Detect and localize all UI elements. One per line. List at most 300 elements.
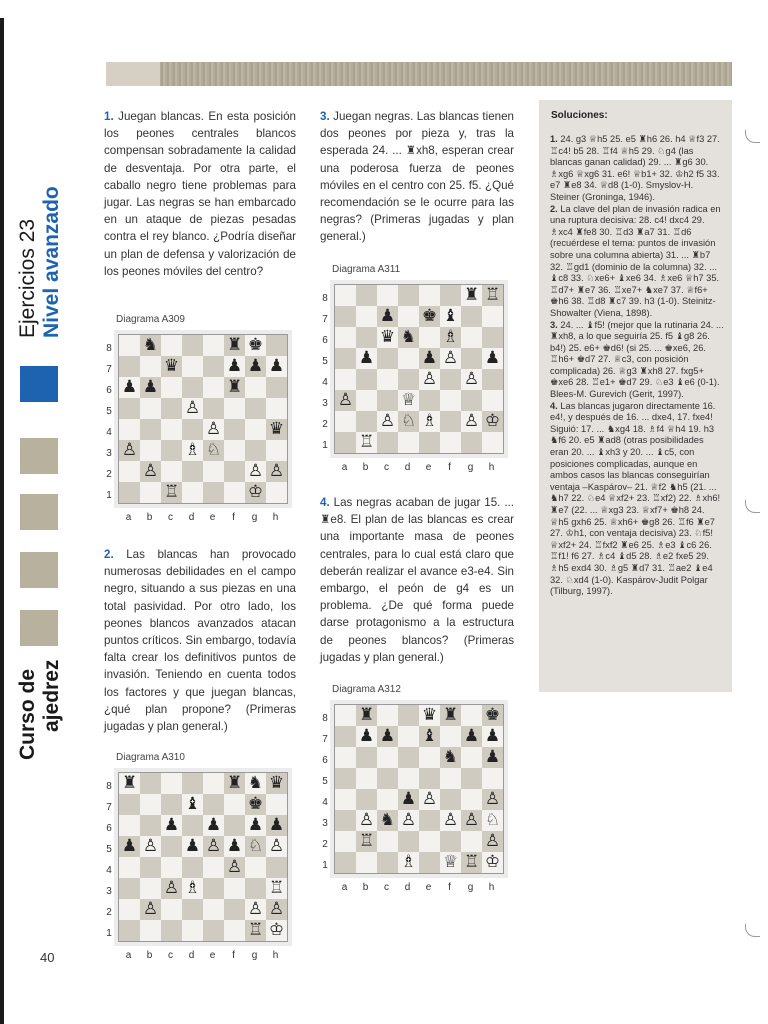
board-square: ♙ (119, 440, 140, 461)
board-square (335, 831, 356, 852)
board-rank-label: 1 (106, 490, 112, 501)
board-square: ♘ (245, 836, 266, 857)
board-square (161, 335, 182, 356)
board-rank-label: 7 (322, 734, 328, 745)
board-square (203, 482, 224, 503)
board-rank-label: 7 (106, 364, 112, 375)
board-square: ♟ (461, 726, 482, 747)
solution-text: 24. g3 ♕h5 25. e5 ♜h6 26. h4 ♕f3 27. ♖c4! b5 28. ♖f4 ♕h5 29. ♘g4 (las blancas ganan calidad) 29. ... ♜g6 30. ♗xg6 ♕xg6 31. e6! ♕b1+ 32. ♔h2 f5 33. e7 ♜e8 34. ♕d8 (1-0). Smyslov-H. Steiner (Groninga, 1946). (550, 134, 720, 202)
board-square: ♖ (245, 920, 266, 941)
board-square (461, 705, 482, 726)
board-file-label: h (488, 882, 495, 893)
board-rank-labels (104, 776, 114, 944)
board-square: ♟ (182, 836, 203, 857)
board-square (119, 461, 140, 482)
board-square: ♜ (224, 377, 245, 398)
board-square (398, 768, 419, 789)
board-square (224, 398, 245, 419)
exercise-2 (104, 546, 296, 735)
solution-text: La clave del plan de invasión radica en una ruptura decisiva: 28. c4! dxc4 29. ♗xc4 ♜fe8 30. ♖d3 ♜a7 31. ♖d6 (recuérdese el tema: puntos de invasión sobre una columna abierta) 31. ... ♜b7 32. ♖gd1 (dominio de la columna) 32. ... ♝c8 33. ♘xe6+ ♝xe6 34. ♗xe6 ♕h7 35. ♖d7+ ♜e7 36. ♖xe7+ ♞xe7 37. ♕f6+ ♚h6 38. ♖d8 ♜c7 39. h3 (1-0). Steinitz-Showalter (Viena, 1898). (550, 203, 721, 318)
board-square: ♟ (482, 726, 503, 747)
board-file-label: c (384, 882, 389, 893)
board-square: ♛ (266, 419, 287, 440)
board-square (461, 768, 482, 789)
board-square: ♙ (224, 857, 245, 878)
board-file-label: e (425, 882, 432, 893)
board-square (398, 831, 419, 852)
board-square (440, 768, 461, 789)
board-square (140, 773, 161, 794)
board-square: ♘ (398, 411, 419, 432)
board-square (203, 398, 224, 419)
board-square: ♟ (266, 356, 287, 377)
solution-number: 1. (550, 134, 558, 144)
board-square: ♟ (140, 377, 161, 398)
solution-text: Las blancas jugaron directamente 16. e4!, y después de 16. ... dxe4, 17. fxe4! Siguió: 17. ... ♞xg4 18. ♗f4 ♕h4 19. h3 ♞f6 20. e5 ♜ad8 (otras posibilidades eran 20. ... ♝xh3 y 20. ... ♝c5, con posiciones complicadas, aunque en ambos casos las blancas conseguirían ventaja –Kaspárov– 21. ♕f2 ♞h5 (21. ... ♞h7 22. ♘e4 ♕xf2+ 23. ♖xf2) 22. ♗xh6! ♜e7 (22. ... ♕xg3 23. ♕xf7+ ♚h8 24. ♕h5 gxh6 25. ♕xh6+ ♚g8 26. ♖f6 ♜e7 27. ♔h1, con ventaja decisiva) 23. ♘f5! ♕xf2+ 24. ♖fxf2 ♜e6 25. ♗e3 ♝c6 26. ♖f1! f6 27. ♗c4 ♝d5 28. ♗e2 fxe5 29. ♗h5 exd4 30. ♗g5 ♜d7 31. ♖ae2 ♝e4 32. ♘xd4 (1-0). Kaspárov-Judit Polgar (Tilburg, 1997). (550, 400, 721, 597)
board-square (119, 899, 140, 920)
board-file-label: a (125, 512, 132, 523)
exercise-text: Las blancas han provocado numerosas debilidades en el campo negro, situando a sus piezas en una total pasividad. Por otro lado, los peones blancos avanzados atacan puntos críticos. Sin embargo, todavía falta crear los definitivos puntos de invasión. Teniendo en cuenta todos los factores y que juegan blancas, ¿qué plan propone? (Primeras jugadas y plan general.) (104, 548, 296, 734)
board-square: ♙ (335, 390, 356, 411)
board-square (482, 306, 503, 327)
solutions-panel (539, 100, 732, 692)
board-square: ♖ (461, 852, 482, 873)
board-file-label: c (168, 950, 173, 961)
board-square: ♟ (356, 348, 377, 369)
board-square: ♜ (119, 773, 140, 794)
sidebar-title-line1: Ejercicios 23 (16, 218, 39, 338)
board-square: ♟ (224, 836, 245, 857)
header-band-light (106, 62, 160, 86)
board-file-label: b (146, 512, 153, 523)
board-square: ♜ (224, 335, 245, 356)
board-square (461, 327, 482, 348)
board-square (461, 348, 482, 369)
board-file-label: g (251, 950, 258, 961)
board-square (224, 794, 245, 815)
board-square: ♙ (482, 789, 503, 810)
header-band (106, 62, 732, 86)
board-square (482, 327, 503, 348)
exercise-text: Juegan blancas. En esta posición los peones centrales blancos compensan sobradamente la calidad de desventaja. Por otra parte, el caballo negro tiene problemas para jugar. Las negras se han embarcado en un ataque de piezas pesadas contra el rey blanco. ¿Podría diseñar un plan de defensa y valorización de los peones móviles del centro? (104, 110, 296, 278)
board-square (266, 857, 287, 878)
board-square (356, 327, 377, 348)
board-rank-label: 2 (322, 419, 328, 430)
board-square: ♚ (419, 306, 440, 327)
board-square (482, 390, 503, 411)
board-square (140, 356, 161, 377)
board-square (266, 377, 287, 398)
board-square (224, 419, 245, 440)
board-rank-label: 1 (322, 860, 328, 871)
sidebar-block-gray (20, 438, 58, 474)
board-square (419, 810, 440, 831)
exercise-number: 3. (320, 110, 330, 123)
board-square (398, 705, 419, 726)
board-file-label: f (448, 882, 451, 893)
board-square (419, 852, 440, 873)
board-square: ♛ (266, 773, 287, 794)
sidebar-course-line2: ajedrez (40, 659, 63, 732)
diagram-label-a310: Diagrama A310 (116, 752, 185, 763)
board-rank-label: 1 (322, 440, 328, 451)
board-square: ♔ (482, 852, 503, 873)
board-square (335, 810, 356, 831)
board-grid (118, 772, 288, 942)
board-square (335, 306, 356, 327)
board-file-labels (334, 882, 502, 893)
binder-hook-mark (745, 500, 760, 513)
board-square: ♟ (245, 356, 266, 377)
board-square: ♙ (440, 348, 461, 369)
board-square (161, 857, 182, 878)
board-square (203, 920, 224, 941)
solution-entry (550, 134, 724, 204)
sidebar-course-line1: Curso de (16, 668, 39, 760)
board-square (356, 747, 377, 768)
board-square: ♟ (377, 726, 398, 747)
board-grid (334, 704, 504, 874)
board-square (398, 747, 419, 768)
diagram-label-a312: Diagrama A312 (332, 684, 401, 695)
board-square (335, 432, 356, 453)
board-square: ♝ (182, 794, 203, 815)
board-square (419, 768, 440, 789)
board-square (203, 461, 224, 482)
board-square: ♗ (182, 440, 203, 461)
board-square (245, 419, 266, 440)
board-square: ♗ (419, 411, 440, 432)
solution-entry (550, 401, 724, 598)
board-square (335, 285, 356, 306)
board-square (356, 306, 377, 327)
board-square (119, 878, 140, 899)
board-square (335, 348, 356, 369)
board-square (140, 920, 161, 941)
board-square: ♙ (161, 878, 182, 899)
board-square: ♘ (203, 440, 224, 461)
board-square: ♙ (419, 369, 440, 390)
board-square (140, 815, 161, 836)
board-file-label: f (448, 462, 451, 473)
board-square: ♙ (461, 411, 482, 432)
board-square (203, 356, 224, 377)
board-file-label: g (251, 512, 258, 523)
board-square: ♛ (419, 705, 440, 726)
board-square (119, 920, 140, 941)
board-file-label: f (232, 950, 235, 961)
board-grid (118, 334, 288, 504)
board-square (356, 789, 377, 810)
board-square: ♗ (398, 852, 419, 873)
board-square: ♙ (356, 810, 377, 831)
board-file-label: g (467, 462, 474, 473)
board-square (119, 335, 140, 356)
board-rank-label: 2 (106, 469, 112, 480)
sidebar-title-line2: Nivel avanzado (40, 186, 63, 338)
board-square (377, 705, 398, 726)
board-square (266, 398, 287, 419)
board-file-label: f (232, 512, 235, 523)
board-square (140, 398, 161, 419)
board-square (461, 432, 482, 453)
board-square (203, 377, 224, 398)
board-square (140, 440, 161, 461)
board-square (461, 831, 482, 852)
board-square (440, 726, 461, 747)
board-square (377, 831, 398, 852)
board-square: ♔ (266, 920, 287, 941)
board-square (335, 726, 356, 747)
board-square (377, 390, 398, 411)
exercise-1 (104, 108, 296, 280)
binder-hook-mark (745, 924, 760, 937)
board-square: ♟ (482, 348, 503, 369)
board-square (182, 899, 203, 920)
board-square: ♜ (440, 705, 461, 726)
board-file-label: e (425, 462, 432, 473)
board-file-label: d (404, 882, 411, 893)
board-square: ♙ (419, 789, 440, 810)
board-square (335, 369, 356, 390)
board-square (482, 768, 503, 789)
board-square: ♟ (245, 815, 266, 836)
board-square (419, 285, 440, 306)
board-square (182, 920, 203, 941)
board-square: ♟ (356, 726, 377, 747)
solution-number: 3. (550, 319, 558, 330)
board-square (356, 852, 377, 873)
board-square (377, 348, 398, 369)
board-square: ♙ (140, 836, 161, 857)
board-rank-label: 5 (106, 406, 112, 417)
board-file-labels (118, 512, 286, 523)
board-square (377, 768, 398, 789)
sidebar-block-blue (20, 366, 58, 402)
board-rank-label: 3 (322, 818, 328, 829)
board-square: ♟ (119, 836, 140, 857)
solutions-body (550, 134, 724, 598)
board-square: ♚ (245, 794, 266, 815)
board-square: ♖ (161, 482, 182, 503)
board-square (161, 461, 182, 482)
board-square (182, 773, 203, 794)
board-square: ♝ (419, 726, 440, 747)
board-rank-label: 1 (106, 928, 112, 939)
board-square (224, 899, 245, 920)
board-square (356, 768, 377, 789)
board-file-label: e (209, 512, 216, 523)
board-square (161, 419, 182, 440)
board-square (140, 857, 161, 878)
board-square (266, 482, 287, 503)
board-square (419, 327, 440, 348)
board-square (440, 411, 461, 432)
board-square (482, 432, 503, 453)
board-square (440, 831, 461, 852)
board-square: ♛ (161, 356, 182, 377)
board-square (182, 377, 203, 398)
board-square (203, 878, 224, 899)
board-square (224, 920, 245, 941)
board-square: ♟ (482, 747, 503, 768)
board-square: ♙ (440, 810, 461, 831)
board-square (161, 773, 182, 794)
board-rank-labels (104, 338, 114, 506)
board-square: ♙ (140, 461, 161, 482)
board-rank-label: 2 (322, 839, 328, 850)
board-square (398, 369, 419, 390)
board-square (335, 411, 356, 432)
board-file-label: h (272, 512, 279, 523)
board-rank-label: 4 (106, 865, 112, 876)
board-file-label: g (467, 882, 474, 893)
board-square: ♙ (140, 899, 161, 920)
sidebar-block-gray (20, 610, 58, 646)
solutions-title: Soluciones: (551, 110, 608, 121)
board-square (224, 461, 245, 482)
solution-number: 4. (550, 400, 558, 411)
board-rank-label: 4 (322, 377, 328, 388)
board-square: ♗ (440, 327, 461, 348)
board-square: ♖ (482, 285, 503, 306)
board-rank-label: 3 (106, 886, 112, 897)
board-square (266, 794, 287, 815)
board-square: ♟ (266, 815, 287, 836)
board-square: ♙ (398, 810, 419, 831)
board-square (182, 335, 203, 356)
board-square: ♙ (245, 899, 266, 920)
board-square: ♜ (461, 285, 482, 306)
board-square (161, 836, 182, 857)
board-square: ♙ (203, 419, 224, 440)
board-square (440, 285, 461, 306)
board-rank-label: 4 (322, 797, 328, 808)
board-file-label: a (341, 462, 348, 473)
board-square: ♚ (482, 705, 503, 726)
board-square (461, 306, 482, 327)
board-square: ♟ (377, 306, 398, 327)
board-square (119, 815, 140, 836)
board-square (161, 920, 182, 941)
board-square (356, 411, 377, 432)
board-square (119, 794, 140, 815)
board-square: ♘ (482, 810, 503, 831)
board-square: ♗ (182, 878, 203, 899)
board-square (398, 285, 419, 306)
board-square (119, 398, 140, 419)
board-square: ♙ (266, 899, 287, 920)
board-square: ♙ (182, 398, 203, 419)
board-square (398, 726, 419, 747)
board-square (461, 747, 482, 768)
board-square: ♔ (482, 411, 503, 432)
board-square (440, 369, 461, 390)
board-file-label: e (209, 950, 216, 961)
board-rank-label: 8 (322, 713, 328, 724)
exercise-number: 4. (320, 496, 330, 509)
board-rank-label: 8 (106, 781, 112, 792)
board-square (224, 440, 245, 461)
board-square (140, 878, 161, 899)
board-rank-label: 7 (322, 314, 328, 325)
diagram-label-a311: Diagrama A311 (332, 264, 401, 275)
board-square: ♖ (356, 432, 377, 453)
board-square (335, 705, 356, 726)
board-file-label: a (341, 882, 348, 893)
board-square: ♜ (224, 773, 245, 794)
board-rank-label: 7 (106, 802, 112, 813)
board-square (203, 899, 224, 920)
diagram-label-a309: Diagrama A309 (116, 314, 185, 325)
binder-hook-mark (745, 130, 760, 143)
sidebar-block-gray (20, 552, 58, 588)
board-square: ♞ (377, 810, 398, 831)
board-square (203, 794, 224, 815)
board-rank-labels (320, 708, 330, 876)
exercise-3 (320, 108, 514, 246)
board-square (182, 857, 203, 878)
board-rank-label: 6 (106, 823, 112, 834)
board-square (335, 747, 356, 768)
board-square: ♙ (461, 369, 482, 390)
exercise-text: Juegan negras. Las blancas tienen dos peones por pieza y, tras la esperada 24. ... ♜xh8, esperan crear una poderosa fuerza de peones móviles en el centro con 25. f5. ¿Qué recomendación se le ocurre para las negras? (Primeras jugadas y plan general.) (320, 110, 514, 244)
board-square: ♟ (224, 356, 245, 377)
board-square: ♞ (398, 327, 419, 348)
board-square: ♙ (377, 411, 398, 432)
board-square: ♙ (266, 461, 287, 482)
board-file-label: c (384, 462, 389, 473)
board-square (203, 335, 224, 356)
exercise-4 (320, 494, 514, 666)
board-rank-label: 6 (322, 335, 328, 346)
solution-entry (550, 204, 724, 320)
board-square: ♝ (440, 306, 461, 327)
board-square (461, 390, 482, 411)
exercise-number: 2. (104, 548, 114, 561)
board-square: ♙ (266, 836, 287, 857)
board-file-label: d (404, 462, 411, 473)
board-file-label: c (168, 512, 173, 523)
board-square: ♞ (440, 747, 461, 768)
sidebar-block-gray (20, 494, 58, 530)
board-square (266, 335, 287, 356)
board-rank-label: 2 (106, 907, 112, 918)
board-square: ♟ (398, 789, 419, 810)
board-square (182, 815, 203, 836)
board-square (398, 306, 419, 327)
board-rank-label: 8 (322, 293, 328, 304)
board-square: ♚ (245, 335, 266, 356)
board-square (398, 348, 419, 369)
board-square (119, 356, 140, 377)
board-square (182, 461, 203, 482)
board-square (161, 899, 182, 920)
board-square (140, 794, 161, 815)
board-square (482, 369, 503, 390)
board-square: ♔ (245, 482, 266, 503)
board-square: ♞ (140, 335, 161, 356)
board-rank-label: 4 (106, 427, 112, 438)
board-square (245, 878, 266, 899)
board-square (245, 377, 266, 398)
board-file-label: b (362, 882, 369, 893)
board-square (335, 768, 356, 789)
board-square (377, 369, 398, 390)
board-square (245, 440, 266, 461)
board-square (224, 482, 245, 503)
board-square: ♙ (245, 461, 266, 482)
